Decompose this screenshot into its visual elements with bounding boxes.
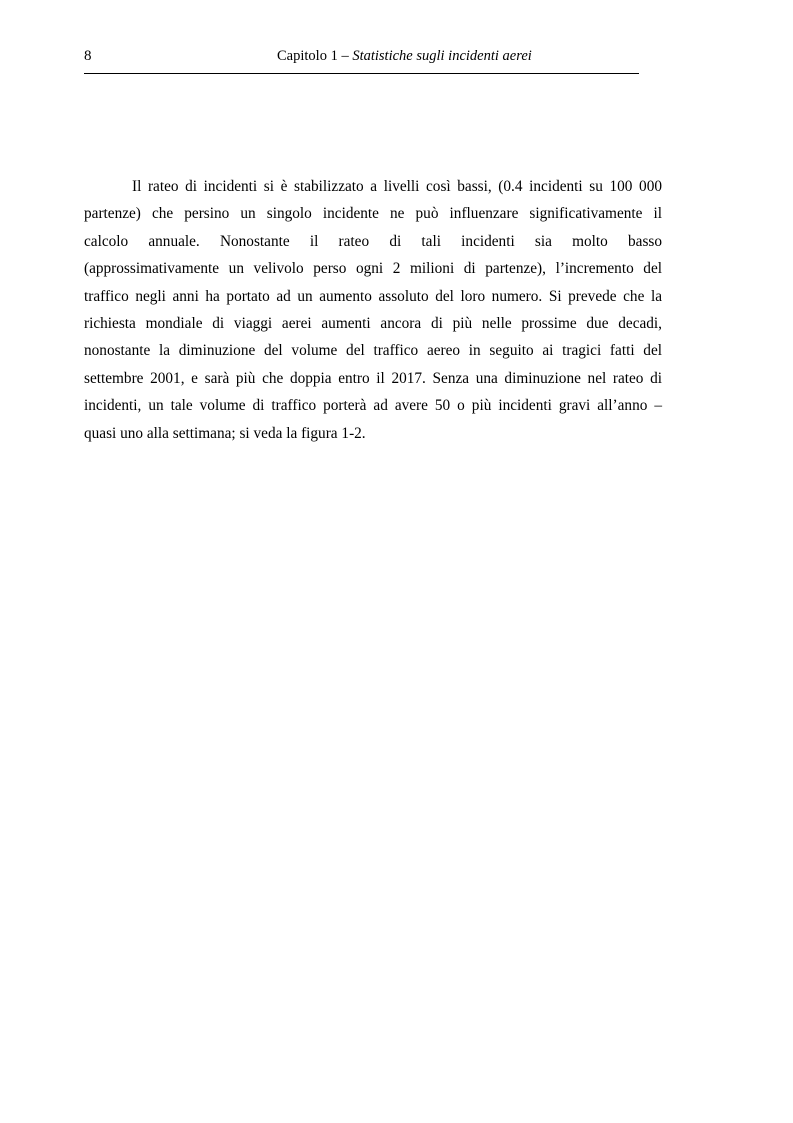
paragraph-line: (approssimativamente un velivolo perso ogni 2 milioni di partenze), l’incremento del [84, 260, 662, 278]
paragraph-line: quasi uno alla settimana; si veda la figura 1-2. [84, 424, 366, 442]
page-number: 8 [84, 48, 92, 64]
paragraph-line: settembre 2001, e sarà più che doppia entro il 2017. Senza una diminuzione nel rateo di [84, 369, 662, 387]
paragraph-line: Il rateo di incidenti si è stabilizzato a livelli così bassi, (0.4 incidenti su 100 000 [132, 178, 662, 195]
page-header [84, 44, 639, 74]
paragraph-line: calcolo annuale. Nonostante il rateo di tali incidenti sia molto basso [84, 232, 662, 250]
paragraph-line: incidenti, un tale volume di traffico porterà ad avere 50 o più incidenti gravi all’anno – [84, 397, 662, 415]
running-head [277, 47, 532, 65]
paragraph-line: richiesta mondiale di viaggi aerei aumenti ancora di più nelle prossime due decadi, [84, 314, 662, 332]
chapter-prefix: Capitolo 1 – [277, 48, 353, 64]
paragraph-line: partenze) che persino un singolo incidente ne può influenzare significativamente il [84, 205, 662, 223]
chapter-title: Statistiche sugli incidenti aerei [352, 48, 532, 64]
paragraph-line: nonostante la diminuzione del volume del traffico aereo in seguito ai tragici fatti del [84, 342, 662, 360]
paragraph-line: traffico negli anni ha portato ad un aumento assoluto del loro numero. Si prevede che la [84, 287, 662, 305]
body-paragraph [84, 173, 662, 447]
